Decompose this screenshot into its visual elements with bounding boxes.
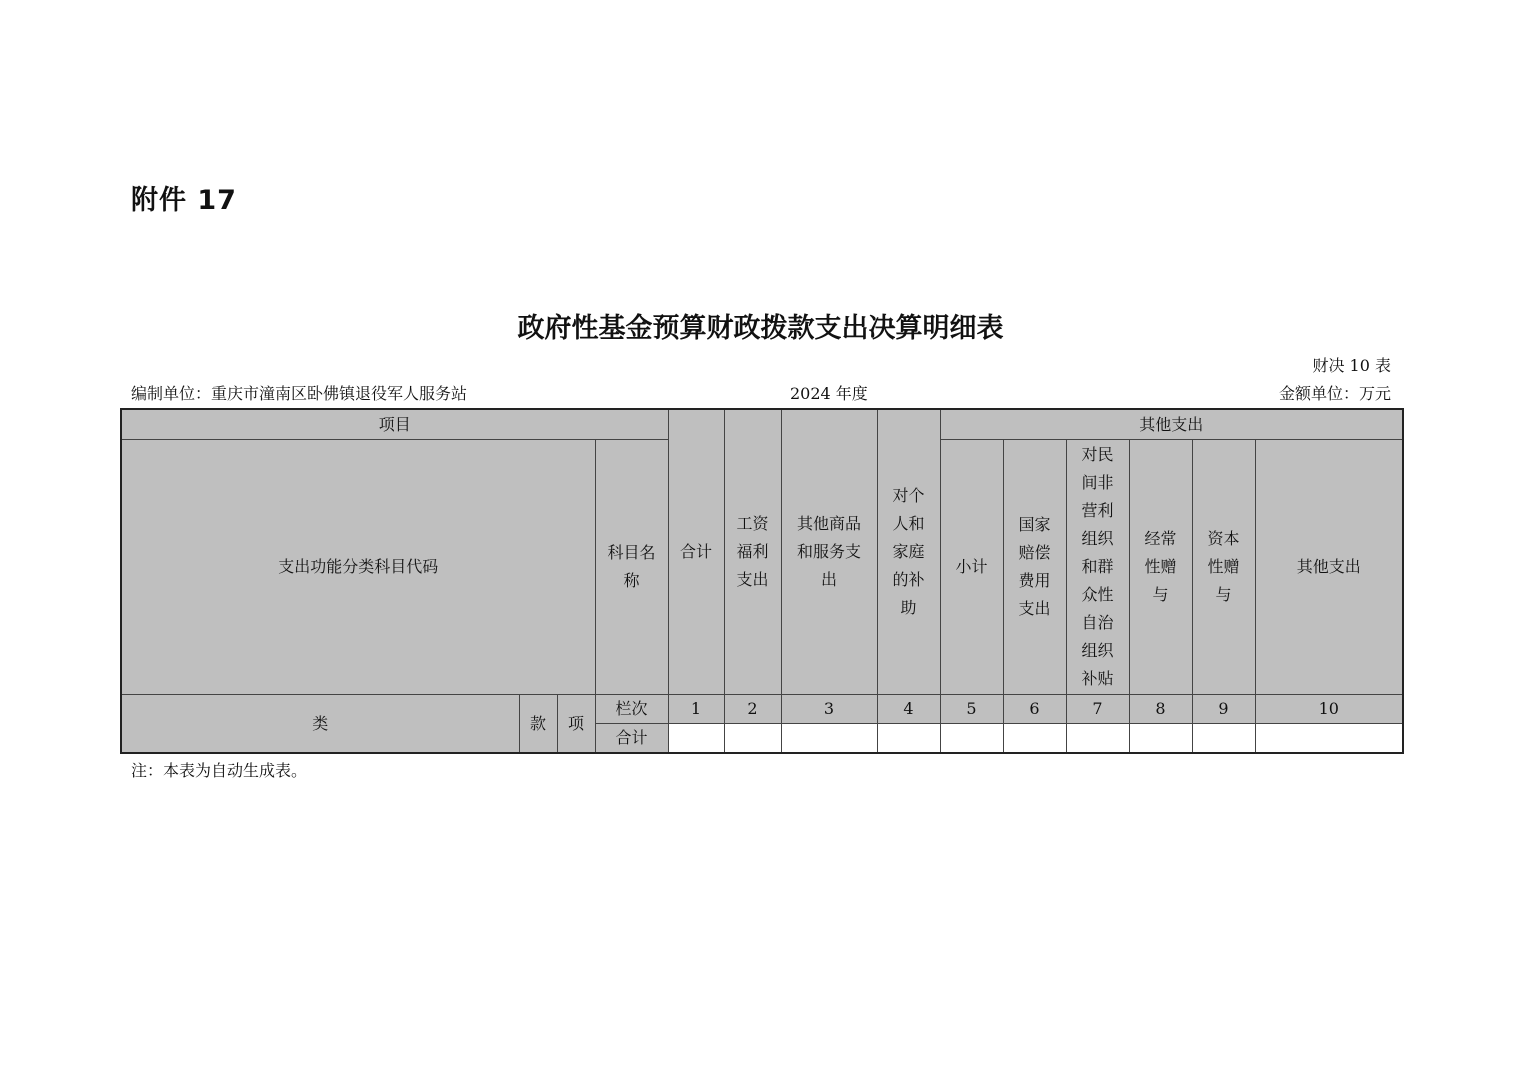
expenditure-table	[120, 408, 1404, 754]
header-subtotal: 小计	[940, 440, 1003, 695]
compiling-unit: 编制单位：重庆市潼南区卧佛镇退役军人服务站	[131, 384, 468, 403]
row-column-no: 栏次	[595, 695, 668, 724]
header-capital-gift	[1192, 440, 1255, 695]
header-total: 合计	[668, 409, 724, 695]
row-item: 项	[557, 695, 595, 754]
header-nonprofit-subsidy	[1066, 440, 1129, 695]
total-value-cell	[877, 724, 940, 754]
attachment-label: 附件 17	[131, 185, 237, 216]
page-title: 政府性基金预算财政拨款支出决算明细表	[517, 313, 1004, 344]
header-nonprofit-subsidy-text: 对民 间非 营利 组织 和群 众性 自治 组织 补贴	[1081, 445, 1114, 688]
header-subject-name	[595, 440, 668, 695]
header-goods-services-text: 其他商品 和服务支 出	[797, 514, 862, 589]
row-section: 款	[519, 695, 557, 754]
column-number: 1	[668, 695, 724, 724]
total-value-cell	[781, 724, 877, 754]
column-number: 6	[1003, 695, 1066, 724]
header-function-code: 支出功能分类科目代码	[121, 440, 595, 695]
header-recurring-gift	[1129, 440, 1192, 695]
column-number: 4	[877, 695, 940, 724]
total-value-cell	[1129, 724, 1192, 754]
header-project: 项目	[121, 409, 668, 440]
header-goods-services	[781, 409, 877, 695]
header-state-compensation	[1003, 440, 1066, 695]
total-value-cell	[1003, 724, 1066, 754]
fiscal-year: 2024 年度	[790, 384, 868, 403]
header-other: 其他支出	[1255, 440, 1403, 695]
header-wages	[724, 409, 781, 695]
total-value-cell	[1255, 724, 1403, 754]
total-value-cell	[724, 724, 781, 754]
row-category: 类	[121, 695, 519, 754]
column-number: 10	[1255, 695, 1403, 724]
column-number: 7	[1066, 695, 1129, 724]
total-value-cell	[940, 724, 1003, 754]
column-number: 9	[1192, 695, 1255, 724]
header-other-expenses: 其他支出	[940, 409, 1403, 440]
header-recurring-gift-text: 经常 性赠 与	[1144, 529, 1177, 604]
total-value-cell	[1192, 724, 1255, 754]
column-number: 3	[781, 695, 877, 724]
header-subject-name-text: 科目名 称	[607, 543, 656, 590]
row-total-label: 合计	[595, 724, 668, 754]
total-value-cell	[668, 724, 724, 754]
column-number: 5	[940, 695, 1003, 724]
amount-unit: 金额单位：万元	[1278, 384, 1391, 403]
total-value-cell	[1066, 724, 1129, 754]
header-capital-gift-text: 资本 性赠 与	[1207, 529, 1240, 604]
column-number: 2	[724, 695, 781, 724]
table-note: 注：本表为自动生成表。	[131, 761, 308, 780]
header-wages-text: 工资 福利 支出	[736, 514, 769, 589]
column-number: 8	[1129, 695, 1192, 724]
header-individual-subsidy-text: 对个 人和 家庭 的补 助	[892, 486, 925, 617]
header-individual-subsidy	[877, 409, 940, 695]
form-number: 财决 10 表	[1312, 356, 1391, 375]
header-state-compensation-text: 国家 赔偿 费用 支出	[1018, 515, 1051, 618]
